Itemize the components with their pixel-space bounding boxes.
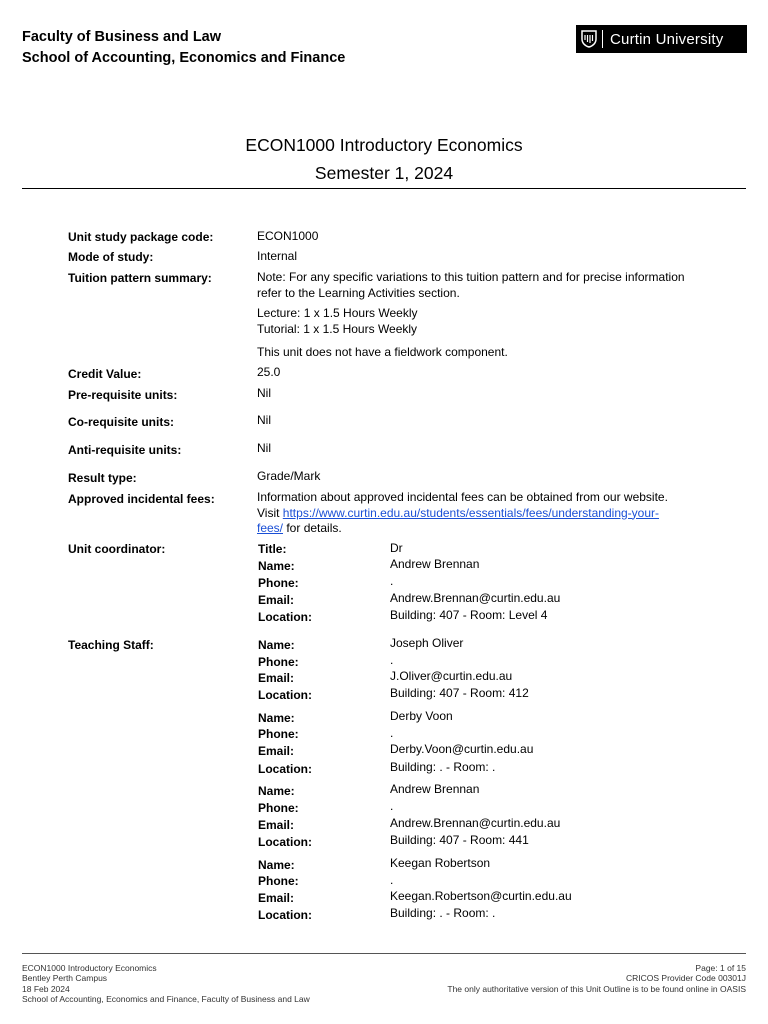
staff-email: Derby.Voon@curtin.edu.au: [390, 742, 534, 756]
coordinator-location-label: Location:: [258, 610, 312, 624]
coordinator-phone: .: [390, 574, 394, 588]
page-title: [0, 131, 768, 187]
coordinator-name: Andrew Brennan: [390, 557, 480, 571]
fees-info: [257, 490, 707, 537]
fees-label: Approved incidental fees:: [68, 492, 215, 506]
mode-label: Mode of study:: [68, 250, 154, 264]
staff-email-label: Email:: [258, 744, 295, 758]
staff-name: Keegan Robertson: [390, 856, 491, 870]
unit-title: ECON1000 Introductory Economics: [245, 135, 523, 155]
package-code-label: Unit study package code:: [68, 230, 214, 244]
footer-unit: ECON1000 Introductory Economics: [22, 963, 157, 973]
footer-left: [22, 963, 310, 1005]
tutorial-pattern: Tutorial: 1 x 1.5 Hours Weekly: [257, 322, 418, 336]
coordinator-title-label: Title:: [258, 542, 287, 556]
result-type-value: Grade/Mark: [257, 469, 321, 483]
tuition-note: Note: For any specific variations to this tuition pattern and for precise information refer to the Learning Activities section.: [257, 270, 685, 300]
teaching-staff-label: Teaching Staff:: [68, 638, 154, 652]
staff-location-label: Location:: [258, 908, 312, 922]
staff-email-label: Email:: [258, 671, 295, 685]
staff-email: Keegan.Robertson@curtin.edu.au: [390, 889, 572, 903]
mode-value: Internal: [257, 249, 298, 263]
staff-location: Building: . - Room: .: [390, 760, 496, 774]
staff-phone: .: [390, 653, 394, 667]
fees-link-part-2[interactable]: fees/: [257, 521, 284, 535]
coordinator-location: Building: 407 - Room: Level 4: [390, 608, 548, 622]
credit-label: Credit Value:: [68, 367, 142, 381]
fieldwork-note: This unit does not have a fieldwork component.: [257, 345, 508, 359]
staff-phone-label: Phone:: [258, 655, 299, 669]
fees-visit-line: [257, 506, 707, 522]
antireq-value: Nil: [257, 441, 271, 455]
fees-link-part-1[interactable]: https://www.curtin.edu.au/students/essentials/fees/understanding-your-: [282, 505, 660, 520]
staff-location: Building: 407 - Room: 412: [390, 686, 529, 700]
result-type-label: Result type:: [68, 471, 137, 485]
fees-text: Information about approved incidental fees can be obtained from our website.: [257, 490, 668, 504]
staff-name-label: Name:: [258, 711, 295, 725]
fees-link-line: [257, 521, 707, 537]
staff-name: Joseph Oliver: [390, 636, 464, 650]
coordinator-email: Andrew.Brennan@curtin.edu.au: [390, 591, 561, 605]
semester-title: Semester 1, 2024: [314, 163, 454, 183]
coreq-value: Nil: [257, 413, 271, 427]
staff-location: Building: . - Room: .: [390, 906, 496, 920]
staff-email-label: Email:: [258, 818, 295, 832]
staff-name-label: Name:: [258, 784, 295, 798]
tuition-label: Tuition pattern summary:: [68, 271, 212, 285]
lecture-pattern: Lecture: 1 x 1.5 Hours Weekly: [257, 306, 418, 320]
footer-divider: [22, 953, 746, 954]
footer-authority: The only authoritative version of this Unit Outline is to be found online in OASIS: [447, 983, 746, 994]
fees-suffix: for details.: [283, 521, 342, 535]
staff-name-label: Name:: [258, 858, 295, 872]
staff-email: J.Oliver@curtin.edu.au: [390, 669, 513, 683]
prereq-value: Nil: [257, 386, 271, 400]
coordinator-email-label: Email:: [258, 593, 295, 607]
antireq-label: Anti-requisite units:: [68, 443, 182, 457]
staff-name: Andrew Brennan: [390, 782, 480, 796]
logo-text: Curtin University: [610, 30, 724, 48]
logo-divider: [602, 30, 603, 48]
coordinator-phone-label: Phone:: [258, 576, 299, 590]
staff-phone: .: [390, 799, 394, 813]
coordinator-name-label: Name:: [258, 559, 295, 573]
staff-email-label: Email:: [258, 891, 295, 905]
school-name: School of Accounting, Economics and Finance: [22, 50, 346, 66]
staff-phone: .: [390, 726, 394, 740]
shield-icon: [576, 25, 602, 53]
footer-school: School of Accounting, Economics and Finance, Faculty of Business and Law: [22, 994, 310, 1005]
footer-cricos: CRICOS Provider Code 00301J: [625, 973, 746, 984]
staff-location: Building: 407 - Room: 441: [390, 833, 529, 847]
staff-email: Andrew.Brennan@curtin.edu.au: [390, 816, 561, 830]
staff-location-label: Location:: [258, 688, 312, 702]
coordinator-label: Unit coordinator:: [68, 542, 166, 556]
staff-phone: .: [390, 873, 394, 887]
faculty-header: [22, 27, 345, 69]
staff-name-label: Name:: [258, 638, 295, 652]
coordinator-title: Dr: [390, 541, 403, 555]
credit-value: 25.0: [257, 365, 281, 379]
curtin-logo: [576, 25, 747, 53]
title-divider: [22, 188, 746, 189]
footer-right: [447, 963, 746, 994]
staff-name: Derby Voon: [390, 709, 453, 723]
footer-campus: Bentley Perth Campus: [22, 973, 108, 984]
footer-date: 18 Feb 2024: [22, 983, 70, 994]
fees-visit: Visit: [257, 505, 283, 520]
staff-location-label: Location:: [258, 835, 312, 849]
coreq-label: Co-requisite units:: [68, 415, 175, 429]
staff-phone-label: Phone:: [258, 874, 299, 888]
staff-phone-label: Phone:: [258, 727, 299, 741]
package-code-value: ECON1000: [257, 229, 319, 243]
footer-page: Page: 1 of 15: [695, 963, 746, 973]
staff-location-label: Location:: [258, 762, 312, 776]
faculty-name: Faculty of Business and Law: [22, 29, 222, 45]
staff-phone-label: Phone:: [258, 801, 299, 815]
prereq-label: Pre-requisite units:: [68, 388, 178, 402]
